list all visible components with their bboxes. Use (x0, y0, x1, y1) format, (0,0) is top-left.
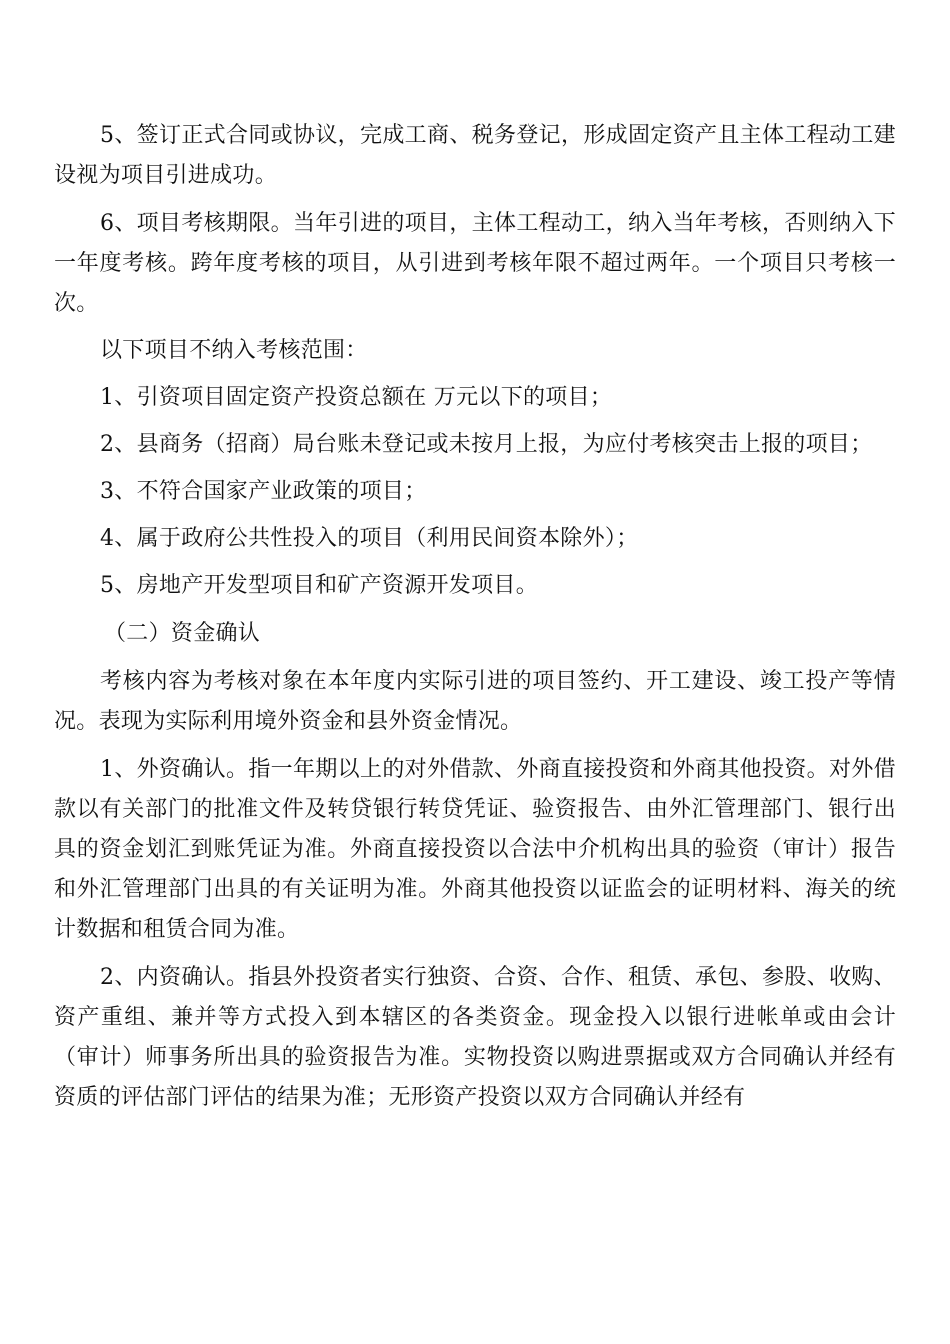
paragraph-assessment-content: 考核内容为考核对象在本年度内实际引进的项目签约、开工建设、竣工投产等情况。表现为实际利用境外资金和县外资金情况。 (54, 669, 896, 734)
section-heading-fund-confirmation: （二）资金确认 (104, 621, 261, 646)
paragraph-exclusion-intro: 以下项目不纳入考核范围： (100, 338, 368, 363)
paragraph-foreign-capital-confirmation: 1、外资确认。指一年期以上的对外借款、外商直接投资和外商其他投资。对外借款以有关部门的批准文件及转贷银行转贷凭证、验资报告、由外汇管理部门、银行出具的资金划汇到账凭证为准。外商直接投资以合法中介机构出具的验资（审计）报告和外汇管理部门出具的有关证明为准。外商其他投资以证监会的证明材料、海关的统计数据和租赁合同为准。 (54, 757, 896, 942)
paragraph-exclusion-1: 1、引资项目固定资产投资总额在 万元以下的项目； (100, 385, 613, 410)
paragraph-item-5-success-criteria: 5、签订正式合同或协议，完成工商、税务登记，形成固定资产且主体工程动工建设视为项目引进成功。 (54, 123, 896, 188)
paragraph-exclusion-3: 3、不符合国家产业政策的项目； (100, 479, 427, 504)
paragraph-exclusion-2: 2、县商务（招商）局台账未登记或未按月上报，为应付考核突击上报的项目； (100, 432, 873, 457)
paragraph-exclusion-5: 5、房地产开发型项目和矿产资源开发项目。 (100, 573, 538, 598)
paragraph-item-6-assessment-period: 6、项目考核期限。当年引进的项目，主体工程动工，纳入当年考核，否则纳入下一年度考核。跨年度考核的项目，从引进到考核年限不超过两年。一个项目只考核一次。 (54, 211, 896, 316)
paragraph-exclusion-4: 4、属于政府公共性投入的项目（利用民间资本除外）； (100, 526, 639, 551)
paragraph-domestic-capital-confirmation: 2、内资确认。指县外投资者实行独资、合资、合作、租赁、承包、参股、收购、资产重组、兼并等方式投入到本辖区的各类资金。现金投入以银行进帐单或由会计（审计）师事务所出具的验资报告为准。实物投资以购进票据或双方合同确认并经有资质的评估部门评估的结果为准；无形资产投资以双方合同确认并经有 (54, 965, 896, 1110)
